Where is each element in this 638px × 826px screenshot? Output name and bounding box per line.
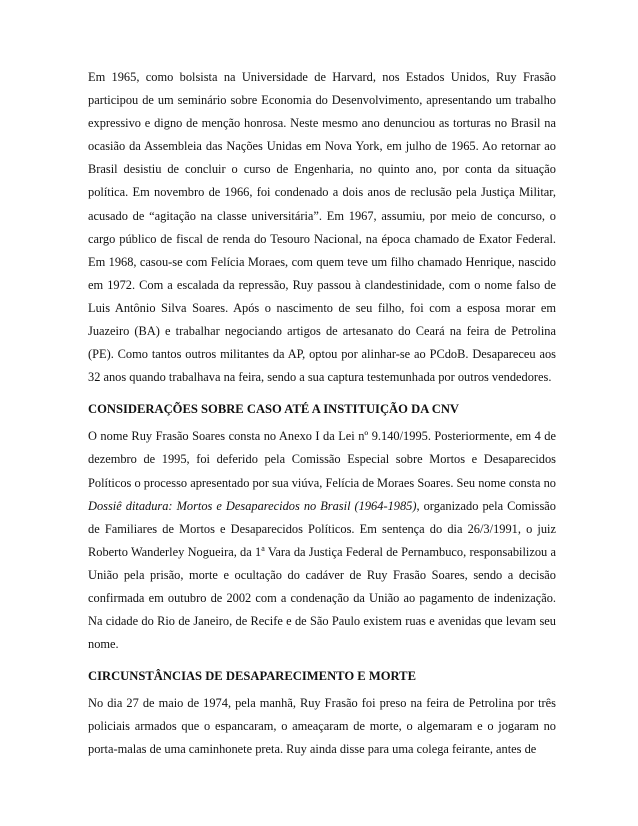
paragraph-biography: Em 1965, como bolsista na Universidade de Harvard, nos Estados Unidos, Ruy Frasão participou de um seminário sobre Economia do Desenvolvimento, apresentando um trabalho expressivo e digno de menção honrosa. Neste mesmo ano denunciou as torturas no Brasil na ocasião da Assembleia das Nações Unidas em Nova York, em julho de 1965. Ao retornar ao Brasil desistiu de concluir o curso de Engenharia, no quinto ano, por conta da situação política. Em novembro de 1966, foi condenado a dois anos de reclusão pela Justiça Militar, acusado de “agitação na classe universitária”. Em 1967, assumiu, por meio de concurso, o cargo público de fiscal de renda do Tesouro Nacional, na época chamado de Exator Federal. Em 1968, casou-se com Felícia Moraes, com quem teve um filho chamado Henrique, nascido em 1972. Com a escalada da repressão, Ruy passou à clandestinidade, com o nome falso de Luis Antônio Silva Soares. Após o nascimento de seu filho, foi com a esposa morar em Juazeiro (BA) e trabalhar negociando artigos de artesanato do Ceará na feira de Petrolina (PE). Como tantos outros militantes da AP, optou por alinhar-se ao PCdoB. Desapareceu aos 32 anos quando trabalhava na feira, sendo a sua captura testemunhada por outros vendedores. (88, 70, 556, 385)
paragraph-text-part-b: , organizado pela Comissão de Familiares de Mortos e Desaparecidos Políticos. Em sentença do dia 26/3/1991, o juiz Roberto Wanderley Nogueira, da 1 (88, 498, 556, 559)
section-heading-cnv: CONSIDERAÇÕES SOBRE CASO ATÉ A INSTITUIÇÃO DA CNV (88, 402, 460, 417)
document-page (88, 66, 556, 762)
ordinal-superscript: a (261, 543, 265, 553)
paragraph-text-part-a: O nome Ruy Frasão Soares consta no Anexo I da Lei nº 9.140/1995. Posteriormente, em 4 de dezembro de 1995, foi deferido pela Comissão Especial sobre Mortos e Desaparecidos Políticos o processo apresentado por sua viúva, Felícia de Moraes Soares. Seu nome consta no (88, 429, 556, 490)
section-heading-circumstances: CIRCUNSTÂNCIAS DE DESAPARECIMENTO E MORTE (88, 669, 416, 684)
book-title: Dossiê ditadura: Mortos e Desaparecidos no Brasil (1964-1985) (88, 498, 417, 513)
paragraph-considerations (88, 425, 556, 656)
paragraph-text-part-c: Vara da Justiça Federal de Pernambuco, responsabilizou a União pela prisão, morte e ocultação do cadáver de Ruy Frasão Soares, sendo a decisão confirmada em outubro de 2002 com a condenação da União ao pagamento de indenização. Na cidade do Rio de Janeiro, de Recife e de São Paulo existem ruas e avenidas que levam seu nome. (88, 544, 557, 652)
paragraph-circumstances: No dia 27 de maio de 1974, pela manhã, Ruy Frasão foi preso na feira de Petrolina por três policiais armados que o espancaram, o ameaçaram de morte, o algemaram e o jogaram no porta-malas de uma caminhonete preta. Ruy ainda disse para uma colega feirante, antes de (88, 696, 556, 757)
